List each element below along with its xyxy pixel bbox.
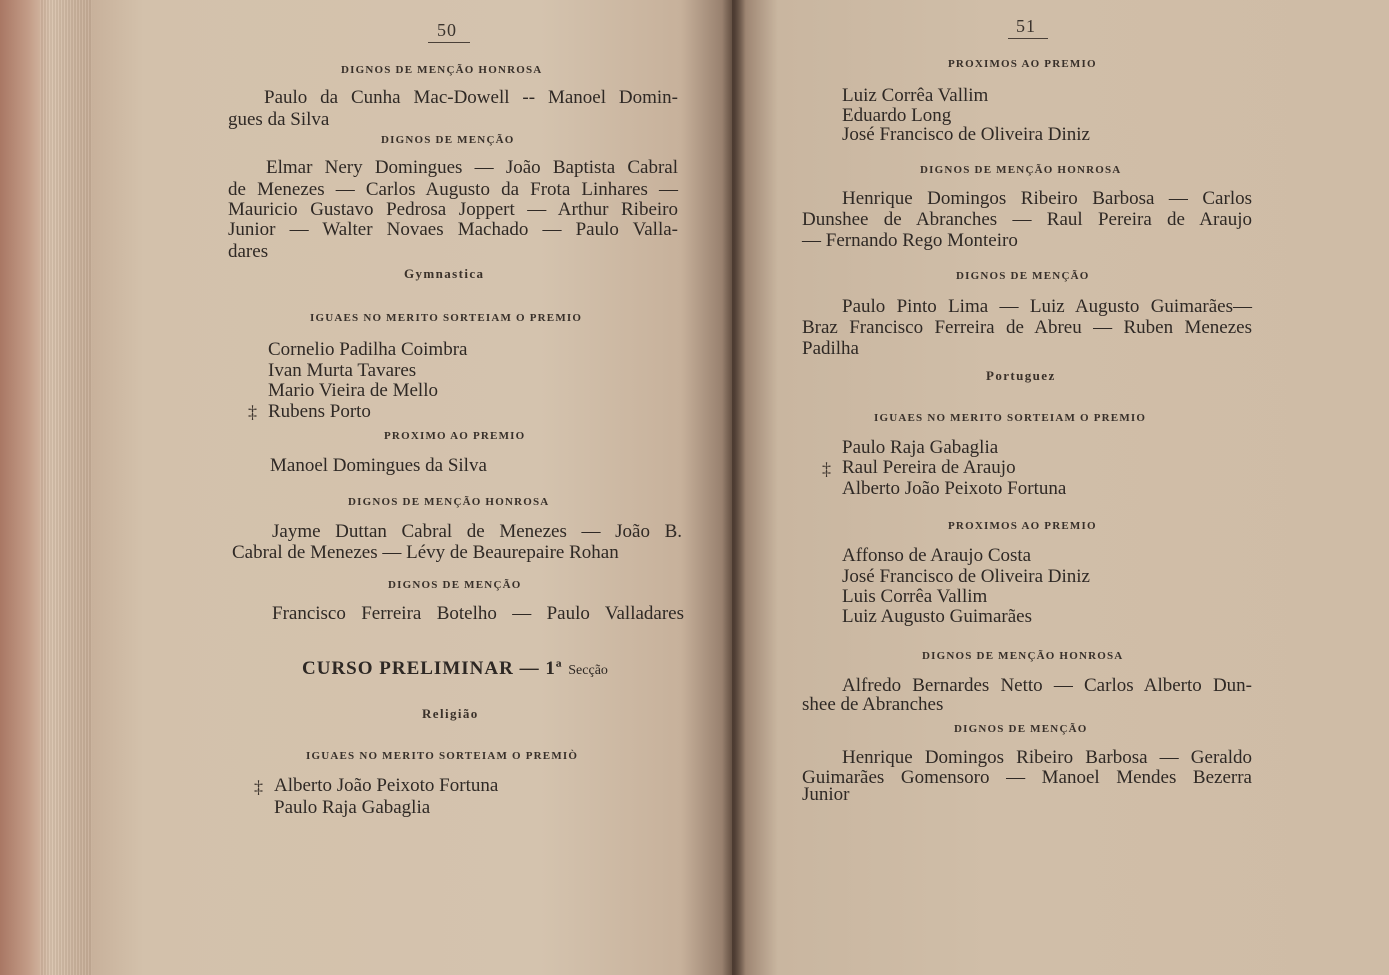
right-para-6-line-1: Alfredo Bernardes Netto — Carlos Alberto Dun- [842,675,1252,696]
left-page-number-rule [428,42,470,43]
right-heading-4: IGUAES NO MERITO SORTEIAM O PREMIO [874,412,1147,424]
right-para-7-line-2: Guimarães Gomensoro — Manoel Mendes Bezerra [802,767,1252,788]
port-name-1: Paulo Raja Gabaglia [842,437,999,458]
left-para-2-line-3: Mauricio Gustavo Pedrosa Joppert — Arthur Ribeiro [228,199,678,220]
left-para-2-line-1: Elmar Nery Domingues — João Baptista Cabral [266,157,678,178]
right-heading-3: DIGNOS DE MENÇÃO [956,270,1090,282]
right-heading-7: DIGNOS DE MENÇÃO [954,723,1088,735]
left-para-5-line-1: Jayme Duttan Cabral de Menezes — João B. [272,521,682,542]
right-para-7-line-1: Henrique Domingos Ribeiro Barbosa — Geraldo [842,747,1252,768]
left-para-2-line-5: dares [228,241,269,262]
right-heading-5: PROXIMOS AO PREMIO [948,520,1097,532]
right-heading-1: PROXIMOS AO PREMIO [948,58,1097,70]
right-para-3-line-1: Paulo Pinto Lima — Luiz Augusto Guimarães— [842,296,1252,317]
right-para-2-line-1: Henrique Domingos Ribeiro Barbosa — Carlos [842,188,1252,209]
port-name-2: Raul Pereira de Araujo [842,457,1016,478]
rel-name-1: Alberto João Peixoto Fortuna [274,775,499,796]
right-para-7-line-3: Junior [802,784,850,805]
left-para-2-line-2: de Menezes — Carlos Augusto da Frota Linhares — [228,179,678,200]
left-page [92,0,732,975]
rel-name-2: Paulo Raja Gabaglia [274,797,431,818]
right-name-2: Eduardo Long [842,105,952,126]
right-heading-6: DIGNOS DE MENÇÃO HONROSA [922,650,1124,662]
dagger-mark: ‡ [248,402,257,422]
dagger-mark-3: ‡ [822,459,831,479]
dagger-mark-2: ‡ [254,777,263,797]
right-page-number-rule [1008,38,1048,39]
port-name-3: Alberto João Peixoto Fortuna [842,478,1067,499]
section-portuguez: Portuguez [986,368,1056,383]
left-para-4: Manoel Domingues da Silva [270,455,487,476]
right-name-1: Luiz Corrêa Vallim [842,85,989,106]
left-heading-1: DIGNOS DE MENÇÃO HONROSA [341,64,543,76]
gym-name-3: Mario Vieira de Mello [268,380,438,401]
right-name-3: José Francisco de Oliveira Diniz [842,124,1090,145]
left-heading-5: DIGNOS DE MENÇÃO HONROSA [348,496,550,508]
prox-name-3: Luis Corrêa Vallim [842,586,988,607]
gym-name-4: Rubens Porto [268,401,371,422]
prox-name-1: Affonso de Araujo Costa [842,545,1032,566]
course-title-text: CURSO PRELIMINAR — 1ª [302,658,563,679]
prox-name-4: Luiz Augusto Guimarães [842,606,1032,627]
right-para-3-line-3: Padilha [802,338,859,359]
left-para-2-line-4: Junior — Walter Novaes Machado — Paulo Valla- [228,219,678,240]
left-heading-3: IGUAES NO MERITO SORTEIAM O PREMIO [310,312,583,324]
left-heading-6: DIGNOS DE MENÇÃO [388,579,522,591]
left-page-number: 50 [437,20,457,40]
gym-name-1: Cornelio Padilha Coimbra [268,339,468,360]
left-heading-2: DIGNOS DE MENÇÃO [381,134,515,146]
left-para-1-line-1: Paulo da Cunha Mac-Dowell -- Manoel Domin- [264,87,678,108]
left-heading-4: PROXIMO AO PREMIO [384,430,526,442]
course-subtitle: Secção [568,663,608,678]
section-religiao: Religião [422,706,479,721]
left-heading-7: IGUAES NO MERITO SORTEIAM O PREMIÒ [306,750,579,762]
right-para-2-line-2: Dunshee de Abranches — Raul Pereira de Araujo [802,209,1252,230]
page-edge-lines [40,0,92,975]
left-para-6: Francisco Ferreira Botelho — Paulo Valladares [272,603,684,624]
book-gutter [722,0,746,975]
left-para-1-line-2: gues da Silva [228,109,330,130]
prox-name-2: José Francisco de Oliveira Diniz [842,566,1090,587]
section-gymnastica: Gymnastica [404,266,485,281]
right-heading-2: DIGNOS DE MENÇÃO HONROSA [920,164,1122,176]
right-page-number: 51 [1016,16,1036,36]
gym-name-2: Ivan Murta Tavares [268,360,417,381]
right-para-6-line-2: shee de Abranches [802,694,944,715]
right-para-2-line-3: — Fernando Rego Monteiro [802,230,1018,251]
course-title [302,658,608,680]
left-para-5-line-2: Cabral de Menezes — Lévy de Beaurepaire Rohan [232,542,619,563]
right-para-3-line-2: Braz Francisco Ferreira de Abreu — Ruben Menezes [802,317,1252,338]
